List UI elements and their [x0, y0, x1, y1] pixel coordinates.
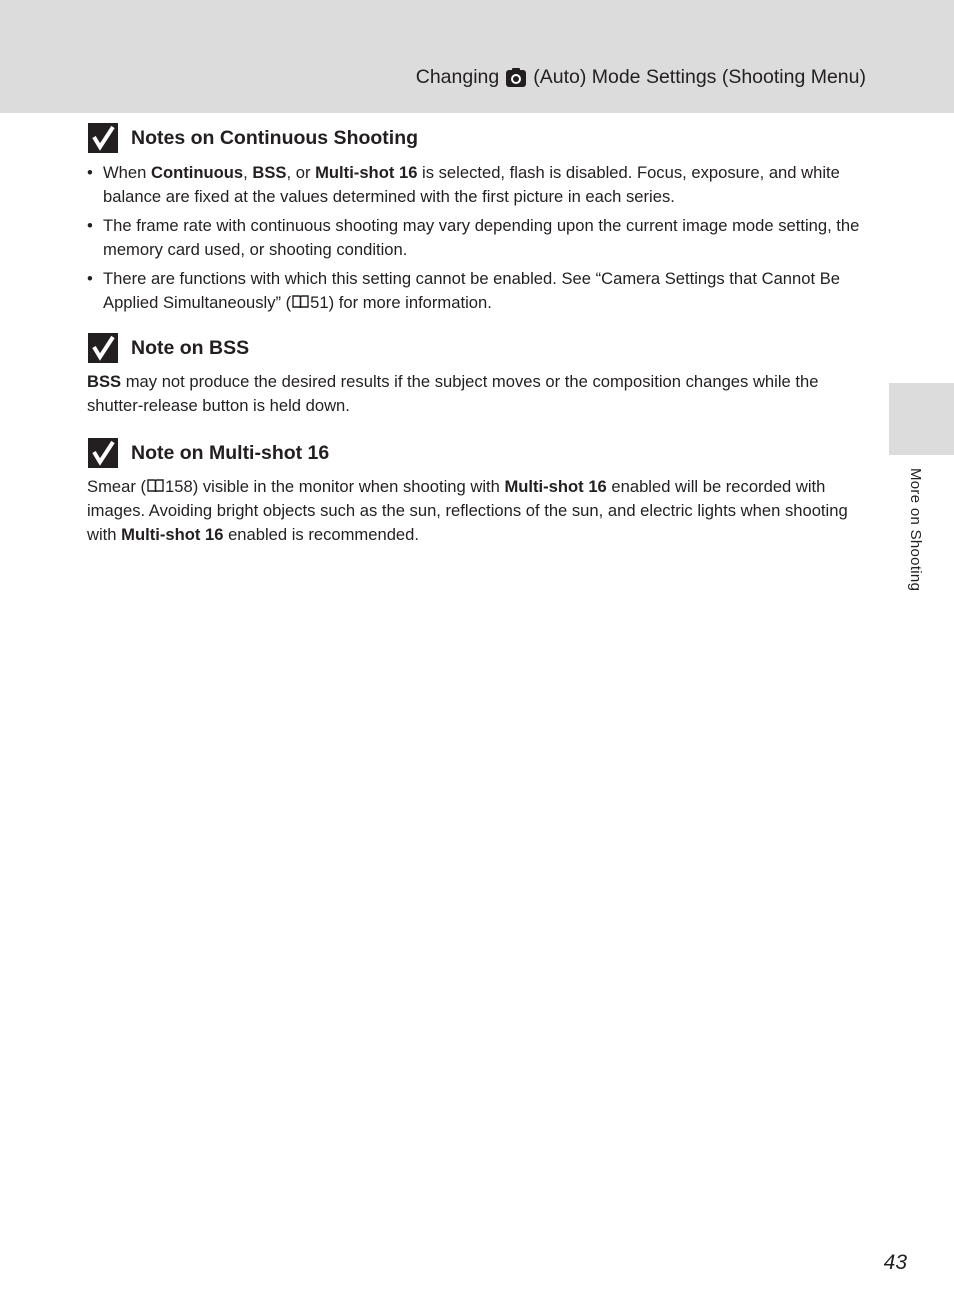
- section-continuous-shooting: [87, 123, 865, 320]
- text-run: The frame rate with continuous shooting may vary depending upon the current image mode setting, the memory card used, or shooting condition.: [103, 216, 860, 259]
- list-item: [87, 161, 865, 209]
- bullet-dot: •: [87, 216, 93, 235]
- bold-term: Multi-shot 16: [504, 477, 607, 496]
- text-run: is selected, flash is disabled. Focus, exposure, and white balance are fixed at the values determined with the first picture in each series.: [103, 163, 840, 206]
- text-run: ) visible in the monitor when shooting with: [192, 477, 505, 496]
- bold-term: Continuous: [150, 163, 244, 182]
- chapter-tab: [889, 383, 954, 455]
- text-run: may not produce the desired results if the subject moves or the composition changes while the shutter-release button is held down.: [87, 372, 819, 415]
- list-item: [87, 267, 865, 315]
- book-reference-icon: [292, 295, 309, 309]
- text-run: enabled is recommended.: [223, 525, 420, 544]
- paragraph: [87, 370, 865, 418]
- check-note-icon: [88, 123, 118, 153]
- header-title-before: Changing: [415, 66, 500, 88]
- text-run: , or: [286, 163, 316, 182]
- page-reference: 158: [165, 477, 193, 496]
- check-note-icon: [88, 438, 118, 468]
- bold-term: Multi-shot 16: [315, 163, 418, 182]
- bullet-dot: •: [87, 163, 93, 182]
- section-heading: [87, 123, 865, 153]
- header-title-after: (Auto) Mode Settings (Shooting Menu): [533, 66, 866, 88]
- bold-term: BSS: [252, 163, 287, 182]
- text-run: ,: [243, 163, 253, 182]
- page-number: 43: [883, 1251, 907, 1274]
- section-note-bss: [87, 333, 865, 418]
- text-run: There are functions with which this setting cannot be enabled. See “Camera Settings that Cannot Be Applied Simultaneously” (: [103, 269, 841, 312]
- text-run: Smear (: [87, 477, 147, 496]
- chapter-tab-label: More on Shooting: [907, 468, 924, 592]
- bullet-list: [87, 161, 865, 315]
- camera-icon: [505, 67, 527, 89]
- section-heading: [87, 333, 865, 363]
- page-reference: 51: [310, 293, 329, 312]
- list-item: [87, 214, 865, 262]
- section-heading-text: Notes on Continuous Shooting: [131, 126, 419, 149]
- section-heading: [87, 438, 865, 468]
- text-run: When: [103, 163, 151, 182]
- section-note-multishot: [87, 438, 865, 547]
- check-note-icon: [88, 333, 118, 363]
- text-run: enabled will be recorded with images. Avoiding bright objects such as the sun, reflections of the sun, and electric lights when shooting with: [87, 477, 848, 544]
- bullet-dot: •: [87, 269, 93, 288]
- text-run: ) for more information.: [328, 293, 492, 312]
- header-band: [0, 0, 954, 113]
- section-heading-text: Note on BSS: [131, 336, 250, 359]
- bold-term: BSS: [87, 372, 122, 391]
- paragraph: [87, 475, 865, 547]
- page-header-title: [416, 66, 866, 89]
- bold-term: Multi-shot 16: [121, 525, 224, 544]
- book-reference-icon: [147, 479, 164, 493]
- section-heading-text: Note on Multi-shot 16: [131, 441, 330, 464]
